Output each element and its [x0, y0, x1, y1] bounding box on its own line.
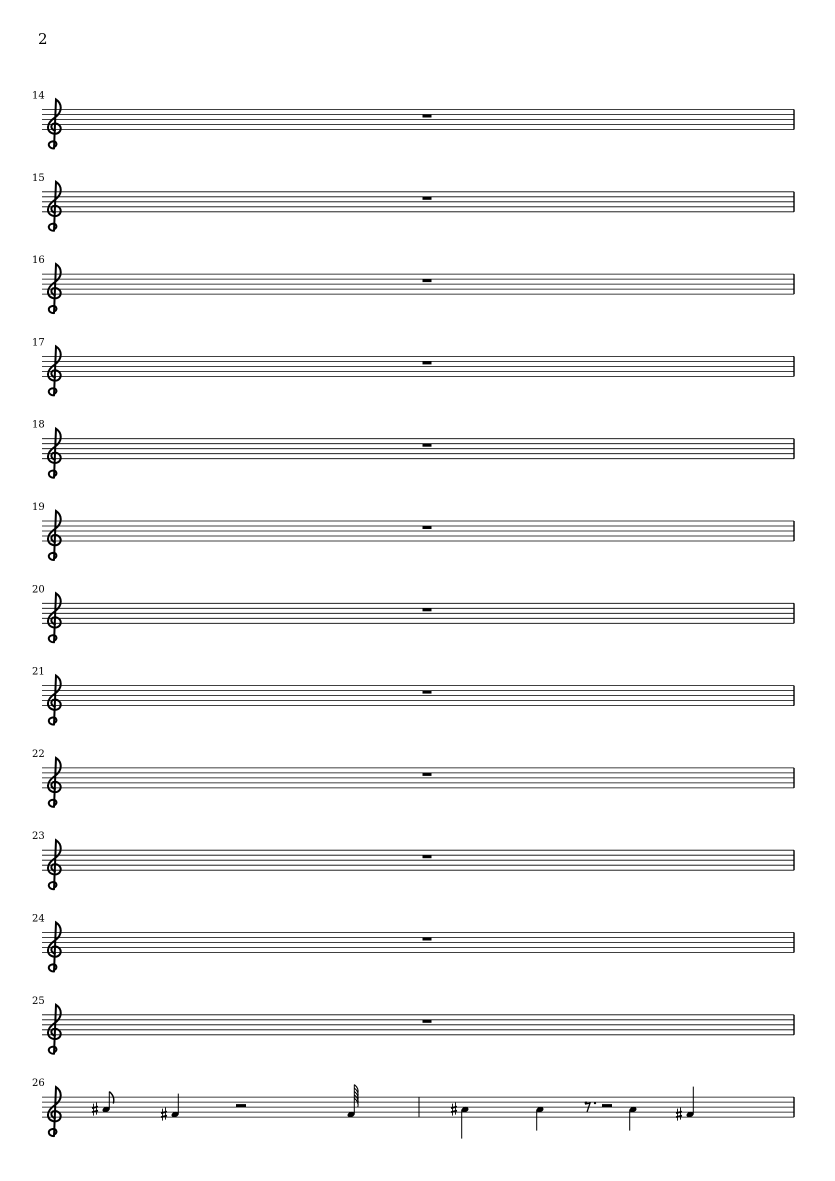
treble-clef-icon: [48, 758, 61, 807]
sharp-icon: [451, 1103, 457, 1116]
eighth-rest-icon: [585, 1103, 590, 1112]
system: [32, 667, 794, 725]
measure-number: 15: [32, 172, 45, 184]
whole-rest-icon: [423, 855, 432, 858]
system: [32, 173, 794, 231]
measure-number: 23: [32, 831, 45, 843]
system: [32, 996, 794, 1054]
measure-number: 20: [32, 584, 45, 596]
whole-rest-icon: [423, 773, 432, 776]
half-rest-icon: [236, 1104, 246, 1107]
treble-clef-icon: [48, 264, 61, 313]
measure-number: 21: [32, 666, 45, 678]
treble-clef-icon: [48, 182, 61, 231]
treble-clef-icon: [48, 923, 61, 972]
measure-number: 26: [32, 1078, 45, 1090]
whole-rest-icon: [423, 526, 432, 529]
sharp-icon: [92, 1103, 98, 1116]
whole-rest-icon: [423, 444, 432, 447]
treble-clef-icon: [48, 346, 61, 395]
sharp-icon: [676, 1108, 682, 1121]
treble-clef-icon: [48, 840, 61, 889]
measure-number: 16: [32, 255, 45, 267]
system: [32, 914, 794, 972]
treble-clef-icon: [48, 1005, 61, 1054]
measure-number: 14: [32, 90, 45, 102]
whole-rest-icon: [423, 1020, 432, 1023]
sharp-icon: [161, 1108, 167, 1121]
whole-rest-icon: [423, 608, 432, 611]
whole-rest-icon: [423, 938, 432, 941]
half-rest-icon: [602, 1104, 612, 1107]
rest-dot: [585, 1102, 588, 1105]
system: [32, 1078, 794, 1139]
treble-clef-icon: [48, 429, 61, 478]
measure-number: 19: [32, 502, 45, 513]
system: [32, 337, 794, 395]
measure-number: 17: [32, 337, 45, 349]
system: [32, 502, 794, 560]
treble-clef-icon: [48, 100, 61, 149]
treble-clef-icon: [48, 676, 61, 725]
whole-rest-icon: [423, 691, 432, 694]
whole-rest-icon: [423, 197, 432, 200]
system: [32, 91, 794, 149]
treble-clef-icon: [48, 593, 61, 642]
whole-rest-icon: [423, 115, 432, 118]
measure-number: 24: [32, 913, 45, 925]
whole-rest-icon: [423, 361, 432, 364]
system: [32, 420, 794, 478]
augmentation-dot: [594, 1102, 596, 1104]
measure-number: 25: [32, 995, 45, 1007]
page-number: 2: [38, 30, 48, 48]
treble-clef-icon: [48, 511, 61, 560]
measure-number: 18: [32, 419, 45, 431]
system: [32, 584, 794, 642]
whole-rest-icon: [423, 279, 432, 282]
system: [32, 255, 794, 313]
measure-number: 22: [32, 748, 45, 760]
system: [32, 749, 794, 807]
system: [32, 831, 794, 889]
treble-clef-icon: [48, 1087, 61, 1136]
